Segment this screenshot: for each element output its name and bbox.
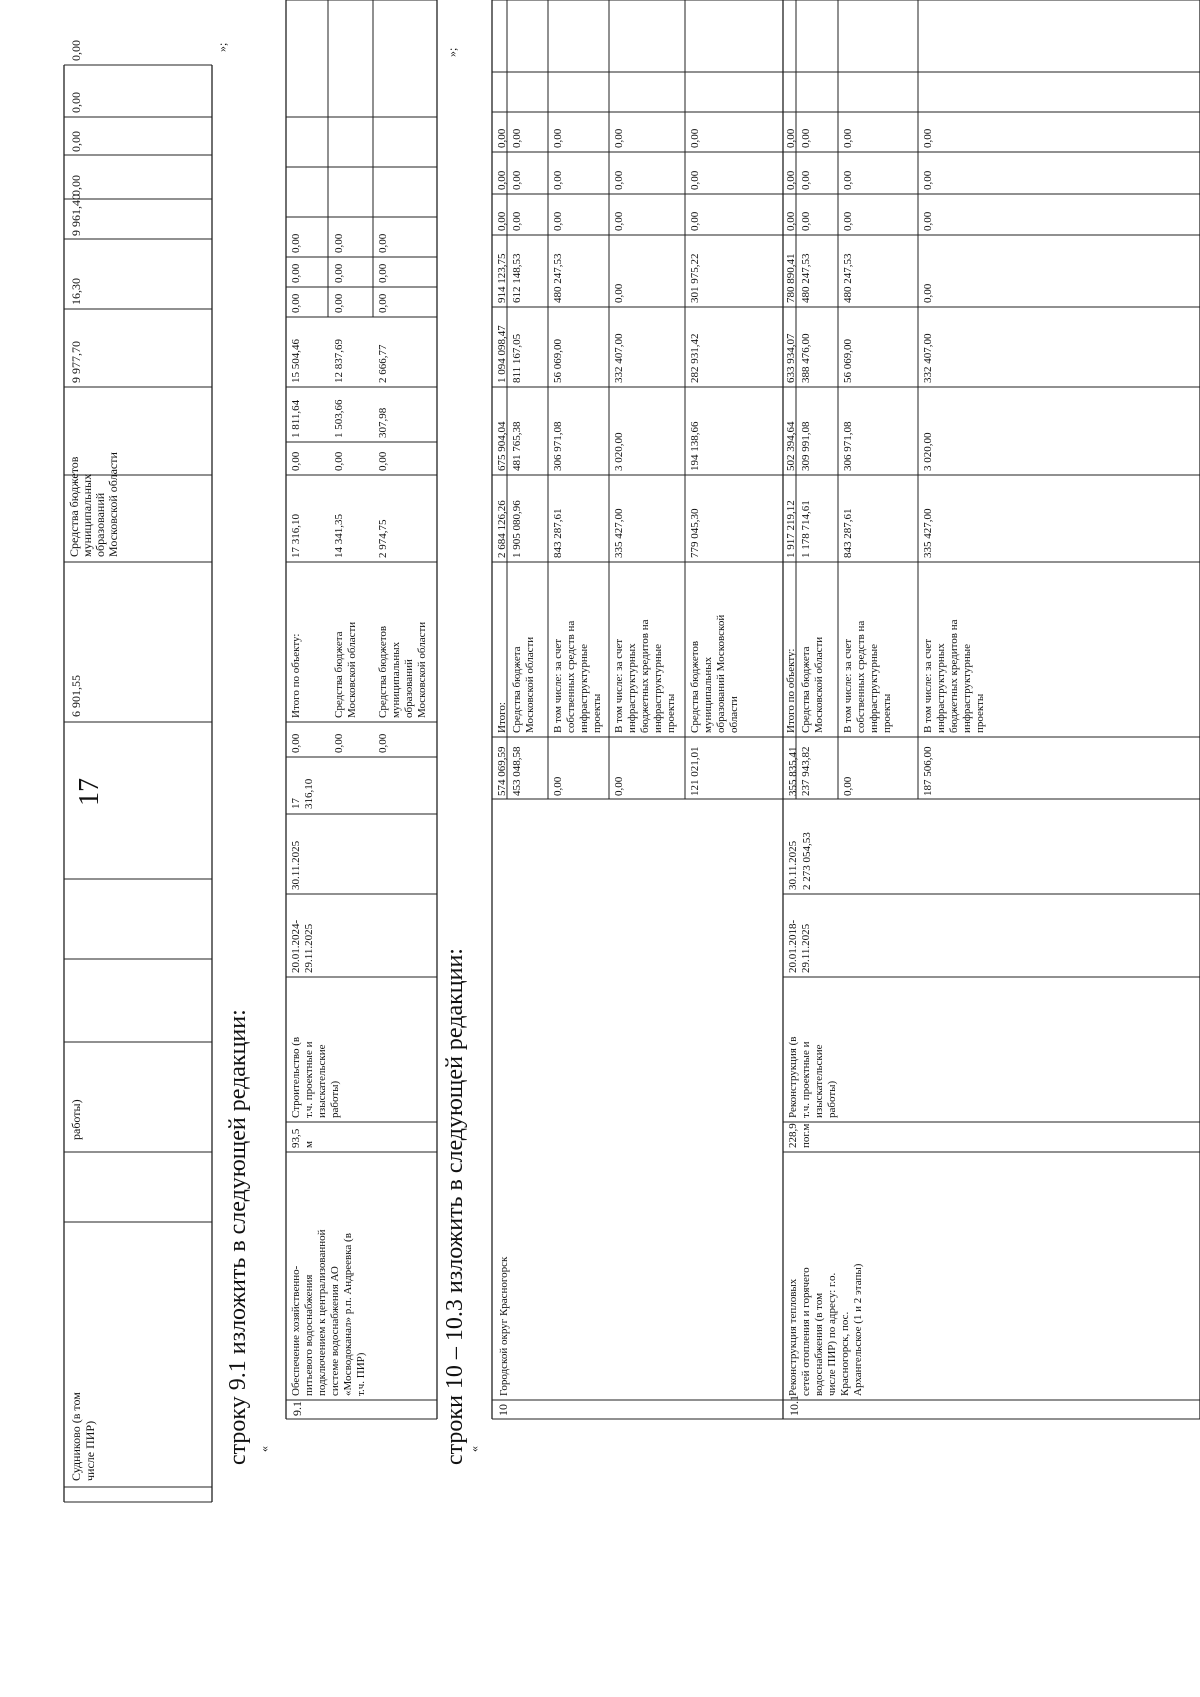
row-10-v2-4: 0,00	[552, 211, 564, 231]
row-9-1-name-2: питьевого водоснабжения	[303, 1274, 315, 1396]
row-10-src-2a: В том числе: за счет	[552, 638, 564, 733]
row-10-1-v2-6: 0,00	[842, 128, 854, 148]
row-9-1-v0-0: 17 316,10	[290, 514, 302, 558]
row-9-1-cost-2: 316,10	[303, 778, 315, 809]
row-10-v3-2: 332 407,00	[613, 333, 625, 383]
row-10-1-work-2: т.ч. проектные и	[800, 1041, 812, 1118]
row-10-src-4a: Средства бюджетов	[689, 640, 701, 733]
row-10-1-dates-2: 29.11.2025	[800, 923, 812, 973]
row-10-v3-6: 0,00	[613, 128, 625, 148]
row-9-1-v1-4: 0,00	[333, 293, 345, 313]
row-10-1-capacity-2: пог.м	[800, 1123, 812, 1148]
row-10-1-cost: 2 273 054,53	[801, 832, 813, 890]
row-10-1-paid-2: 0,00	[842, 776, 854, 796]
row-10-v0-6: 0,00	[496, 128, 508, 148]
row-10-1-v2-0: 843 287,61	[842, 508, 854, 558]
row-10-v2-5: 0,00	[552, 170, 564, 190]
row-10-1-v0-5: 0,00	[785, 170, 797, 190]
row-10-1-paid-0: 355 835,41	[787, 746, 799, 796]
row-9-1-work-2: т.ч. проектные и	[303, 1041, 315, 1118]
row-10-src-3e: проекты	[665, 693, 677, 733]
row-9-1-name-3: подключением к централизованной	[316, 1229, 328, 1396]
table-10	[492, 0, 1200, 1419]
row-10-1-v2-4: 0,00	[842, 211, 854, 231]
row-10-1-v1-0: 1 178 714,61	[800, 500, 812, 558]
row-10-src-4b: муниципальных	[702, 656, 714, 733]
row-10-paid-3: 0,00	[613, 776, 625, 796]
row-10-1-paid-3: 187 506,00	[922, 746, 934, 796]
closing-quote-9-1: »;	[445, 47, 459, 57]
row-10-1-v2-3: 480 247,53	[842, 253, 854, 303]
row-10-1-v3-2: 332 407,00	[922, 333, 934, 383]
row-9-1-num: 9.1	[290, 1401, 304, 1416]
row-10-1-src-3a: В том числе: за счет	[922, 638, 934, 733]
top-period-value: 6 901,55	[69, 675, 83, 717]
row-9-1-work-4: работы)	[329, 1080, 341, 1118]
row-10-paid-4: 121 021,01	[689, 746, 701, 796]
row-10-1-name-5: Красногорск, пос.	[839, 1311, 851, 1396]
row-10-1-name-6: Архангельское (1 и 2 этапы)	[852, 1263, 864, 1396]
row-10-1-v1-3: 480 247,53	[800, 253, 812, 303]
heading-9-1: строку 9.1 изложить в следующей редакции:	[225, 1009, 251, 1465]
row-10-1-v0-0: 1 917 219,12	[785, 500, 797, 558]
row-9-1-paid-1: 0,00	[333, 733, 345, 753]
row-9-1-v1-2: 1 503,66	[333, 399, 345, 438]
row-9-1-v2-1: 0,00	[377, 451, 389, 471]
row-10-1-src-0: Итого по объекту:	[785, 648, 797, 733]
top-value-0: 9 977,70	[69, 341, 83, 383]
row-10-v1-5: 0,00	[511, 170, 523, 190]
row-10-1-v0-2: 633 934,07	[785, 333, 797, 383]
row-10-v4-5: 0,00	[689, 170, 701, 190]
row-10-1-v1-1: 309 991,08	[800, 421, 812, 471]
row-10-v3-1: 3 020,00	[613, 432, 625, 471]
row-10-src-3c: бюджетных кредитов на	[639, 619, 651, 733]
row-10-paid-2: 0,00	[552, 776, 564, 796]
row-10-1-name-3: водоснабжения (в том	[813, 1292, 825, 1396]
top-source-3: образований	[93, 492, 107, 557]
row-10-1-v3-5: 0,00	[922, 170, 934, 190]
top-row-name-1: Судниково (в том	[69, 1392, 83, 1481]
row-10-v0-3: 914 123,75	[496, 253, 508, 303]
row-10-1-dates-1: 20.01.2018-	[787, 919, 799, 973]
top-value-3: 0,00	[69, 175, 83, 196]
row-10-v4-2: 282 931,42	[689, 333, 701, 383]
top-closing-quote: »;	[215, 42, 229, 52]
row-10-1-v3-1: 3 020,00	[922, 432, 934, 471]
row-9-1-src-0: Итого по объекту:	[290, 633, 302, 718]
row-9-1-src-1a: Средства бюджета	[333, 631, 345, 718]
row-10-v0-5: 0,00	[496, 170, 508, 190]
top-work-type-tail: работы)	[69, 1099, 83, 1140]
top-source-2: муниципальных	[80, 473, 94, 557]
row-10-src-3a: В том числе: за счет	[613, 638, 625, 733]
row-10-1-v2-5: 0,00	[842, 170, 854, 190]
row-10-v4-0: 779 045,30	[689, 508, 701, 558]
top-source-4: Московской области	[106, 452, 120, 557]
row-10-1-name-2: сетей отопления и горячего	[800, 1267, 812, 1396]
row-10-1-v3-4: 0,00	[922, 211, 934, 231]
page-number: 17	[74, 778, 105, 806]
row-10-v3-0: 335 427,00	[613, 508, 625, 558]
row-10-v2-3: 480 247,53	[552, 253, 564, 303]
row-10-1-v1-2: 388 476,00	[800, 333, 812, 383]
row-9-1-src-2a: Средства бюджетов	[377, 625, 389, 718]
row-10-src-4d: области	[728, 696, 740, 733]
row-10-v1-0: 1 905 080,96	[511, 500, 523, 558]
row-10-v1-2: 811 167,05	[511, 333, 523, 383]
row-10-1-name-4: числе ПИР) по адресу: г.о.	[826, 1272, 838, 1396]
row-9-1-v2-3: 2 666,77	[377, 344, 389, 383]
row-10-1-v0-1: 502 394,64	[785, 421, 797, 471]
row-10-1-src-3e: проекты	[974, 693, 986, 733]
row-9-1-capacity-2: м	[303, 1141, 315, 1148]
row-10-v2-0: 843 287,61	[552, 508, 564, 558]
row-10-1-src-2d: проекты	[881, 693, 893, 733]
row-10-v3-3: 0,00	[613, 283, 625, 303]
row-9-1-v1-6: 0,00	[333, 233, 345, 253]
top-source-1: Средства бюджетов	[67, 456, 81, 557]
row-9-1-src-2c: образований	[403, 659, 415, 718]
row-9-1-v0-6: 0,00	[290, 233, 302, 253]
row-10-1-v1-5: 0,00	[800, 170, 812, 190]
row-10-1-opening: 30.11.2025	[787, 840, 799, 890]
row-9-1-dates-1: 20.01.2024-	[290, 919, 302, 973]
row-10-1-v0-6: 0,00	[785, 128, 797, 148]
row-10-v1-4: 0,00	[511, 211, 523, 231]
row-9-1-capacity-1: 93,5	[290, 1128, 302, 1148]
row-10-v0-1: 675 904,04	[496, 421, 508, 471]
row-10-v3-4: 0,00	[613, 211, 625, 231]
row-10-src-2b: собственных средств на	[565, 620, 577, 733]
row-10-1-src-1b: Московской области	[813, 636, 825, 733]
heading-10: строки 10 – 10.3 изложить в следующей редакции:	[442, 948, 468, 1465]
row-10-paid-0: 574 069,59	[496, 746, 508, 796]
row-10-1-v3-0: 335 427,00	[922, 508, 934, 558]
row-10-src-2c: инфраструктурные	[578, 644, 590, 733]
row-10-v2-2: 56 069,00	[552, 339, 564, 383]
row-10-src-3b: инфраструктурных	[626, 643, 638, 733]
table-9-1	[286, 0, 459, 1419]
row-10-src-4c: образований Московской	[715, 614, 727, 733]
row-9-1-name-1: Обеспечение хозяйственно-	[290, 1265, 302, 1396]
row-9-1-v0-4: 0,00	[290, 293, 302, 313]
row-9-1-src-2d: Московской области	[416, 621, 428, 718]
row-10-v4-1: 194 138,66	[689, 421, 701, 471]
quote-open-2: «	[467, 1446, 481, 1452]
row-10-1-v1-4: 0,00	[800, 211, 812, 231]
row-9-1-v0-5: 0,00	[290, 263, 302, 283]
row-10-1-capacity-1: 228,9	[787, 1123, 799, 1148]
row-10-src-3d: инфраструктурные	[652, 644, 664, 733]
row-10-1-work-4: работы)	[826, 1080, 838, 1118]
row-9-1-work-1: Строительство (в	[290, 1036, 302, 1118]
row-9-1-v1-5: 0,00	[333, 263, 345, 283]
row-9-1-v2-5: 0,00	[377, 263, 389, 283]
row-10-1-v3-3: 0,00	[922, 283, 934, 303]
row-9-1-work-3: изыскательские	[316, 1044, 328, 1118]
row-9-1-name-6: т.ч. ПИР)	[355, 1352, 367, 1396]
row-10-1-v2-1: 306 971,08	[842, 421, 854, 471]
row-10-1-paid-1: 237 943,82	[800, 746, 812, 796]
row-10-1-name-1: Реконструкция тепловых	[787, 1278, 799, 1396]
row-10-v1-1: 481 765,38	[511, 421, 523, 471]
rotated-sheet	[64, 0, 1200, 1502]
row-10-v1-3: 612 148,53	[511, 253, 523, 303]
row-10-src-1b: Московской области	[524, 636, 536, 733]
row-10-1-v1-6: 0,00	[800, 128, 812, 148]
row-9-1-dates-2: 29.11.2025	[303, 923, 315, 973]
row-10-1-src-2a: В том числе: за счет	[842, 638, 854, 733]
row-10-paid-1: 453 048,58	[511, 746, 523, 796]
row-10-1-v2-2: 56 069,00	[842, 339, 854, 383]
top-row-name-2: числе ПИР)	[83, 1420, 97, 1481]
row-10-1-src-1a: Средства бюджета	[800, 646, 812, 733]
row-10-1-work-3: изыскательские	[813, 1044, 825, 1118]
row-9-1-v1-1: 0,00	[333, 451, 345, 471]
row-10-v4-6: 0,00	[689, 128, 701, 148]
row-10-1-src-3d: инфраструктурные	[961, 644, 973, 733]
row-9-1-v1-3: 12 837,69	[333, 339, 345, 383]
row-9-1-paid-2: 0,00	[377, 733, 389, 753]
row-10-1-work-1: Реконструкция (в	[787, 1036, 799, 1118]
row-9-1-v0-1: 0,00	[290, 451, 302, 471]
row-10-src-2d: проекты	[591, 693, 603, 733]
row-10-1-src-2c: инфраструктурные	[868, 644, 880, 733]
quote-open-1: «	[257, 1446, 271, 1452]
row-9-1-v1-0: 14 341,35	[333, 514, 345, 558]
row-10-v2-1: 306 971,08	[552, 421, 564, 471]
row-10-v3-5: 0,00	[613, 170, 625, 190]
row-9-1-paid-0: 0,00	[290, 733, 302, 753]
row-10-1-v0-3: 780 890,41	[785, 253, 797, 303]
row-9-1-cost-1: 17	[290, 798, 302, 809]
row-10-1-src-3c: бюджетных кредитов на	[948, 619, 960, 733]
top-value-5: 0,00	[69, 92, 83, 113]
row-10-v0-2: 1 094 098,47	[496, 325, 508, 383]
row-10-src-0: Итого:	[496, 702, 508, 733]
row-10-v0-0: 2 684 126,26	[496, 500, 508, 558]
top-value-4: 0,00	[69, 131, 83, 152]
row-10-name: Городской округ Красногорск	[498, 1256, 510, 1396]
row-9-1-opening: 30.11.2025	[290, 840, 302, 890]
row-9-1-v2-2: 307,98	[377, 407, 389, 438]
row-10-1-src-2b: собственных средств на	[855, 620, 867, 733]
row-9-1-src-2b: муниципальных	[390, 641, 402, 718]
top-value-2: 9 961,40	[69, 194, 83, 236]
row-10-1-v0-4: 0,00	[785, 211, 797, 231]
row-10-src-1a: Средства бюджета	[511, 646, 523, 733]
row-9-1-v2-6: 0,00	[377, 233, 389, 253]
row-9-1-v0-2: 1 811,64	[290, 399, 302, 438]
row-9-1-name-4: системе водоснабжения АО	[329, 1266, 341, 1396]
row-10-1-num: 10.1	[787, 1395, 801, 1416]
row-10-1-v3-6: 0,00	[922, 128, 934, 148]
row-10-v1-6: 0,00	[511, 128, 523, 148]
row-10-v2-6: 0,00	[552, 128, 564, 148]
row-10-v4-4: 0,00	[689, 211, 701, 231]
top-value-6: 0,00	[69, 40, 83, 61]
row-9-1-v2-4: 0,00	[377, 293, 389, 313]
row-9-1-name-5: «Мосводоканал» р.п. Андреевка (в	[342, 1233, 354, 1396]
row-10-v4-3: 301 975,22	[689, 253, 701, 303]
row-9-1-v0-3: 15 504,46	[290, 339, 302, 383]
row-10-num: 10	[496, 1404, 510, 1416]
row-9-1-src-1b: Московской области	[346, 621, 358, 718]
top-value-1: 16,30	[69, 278, 83, 305]
row-9-1-v2-0: 2 974,75	[377, 519, 389, 558]
row-10-v0-4: 0,00	[496, 211, 508, 231]
top-table	[64, 40, 229, 1502]
row-10-1-src-3b: инфраструктурных	[935, 643, 947, 733]
